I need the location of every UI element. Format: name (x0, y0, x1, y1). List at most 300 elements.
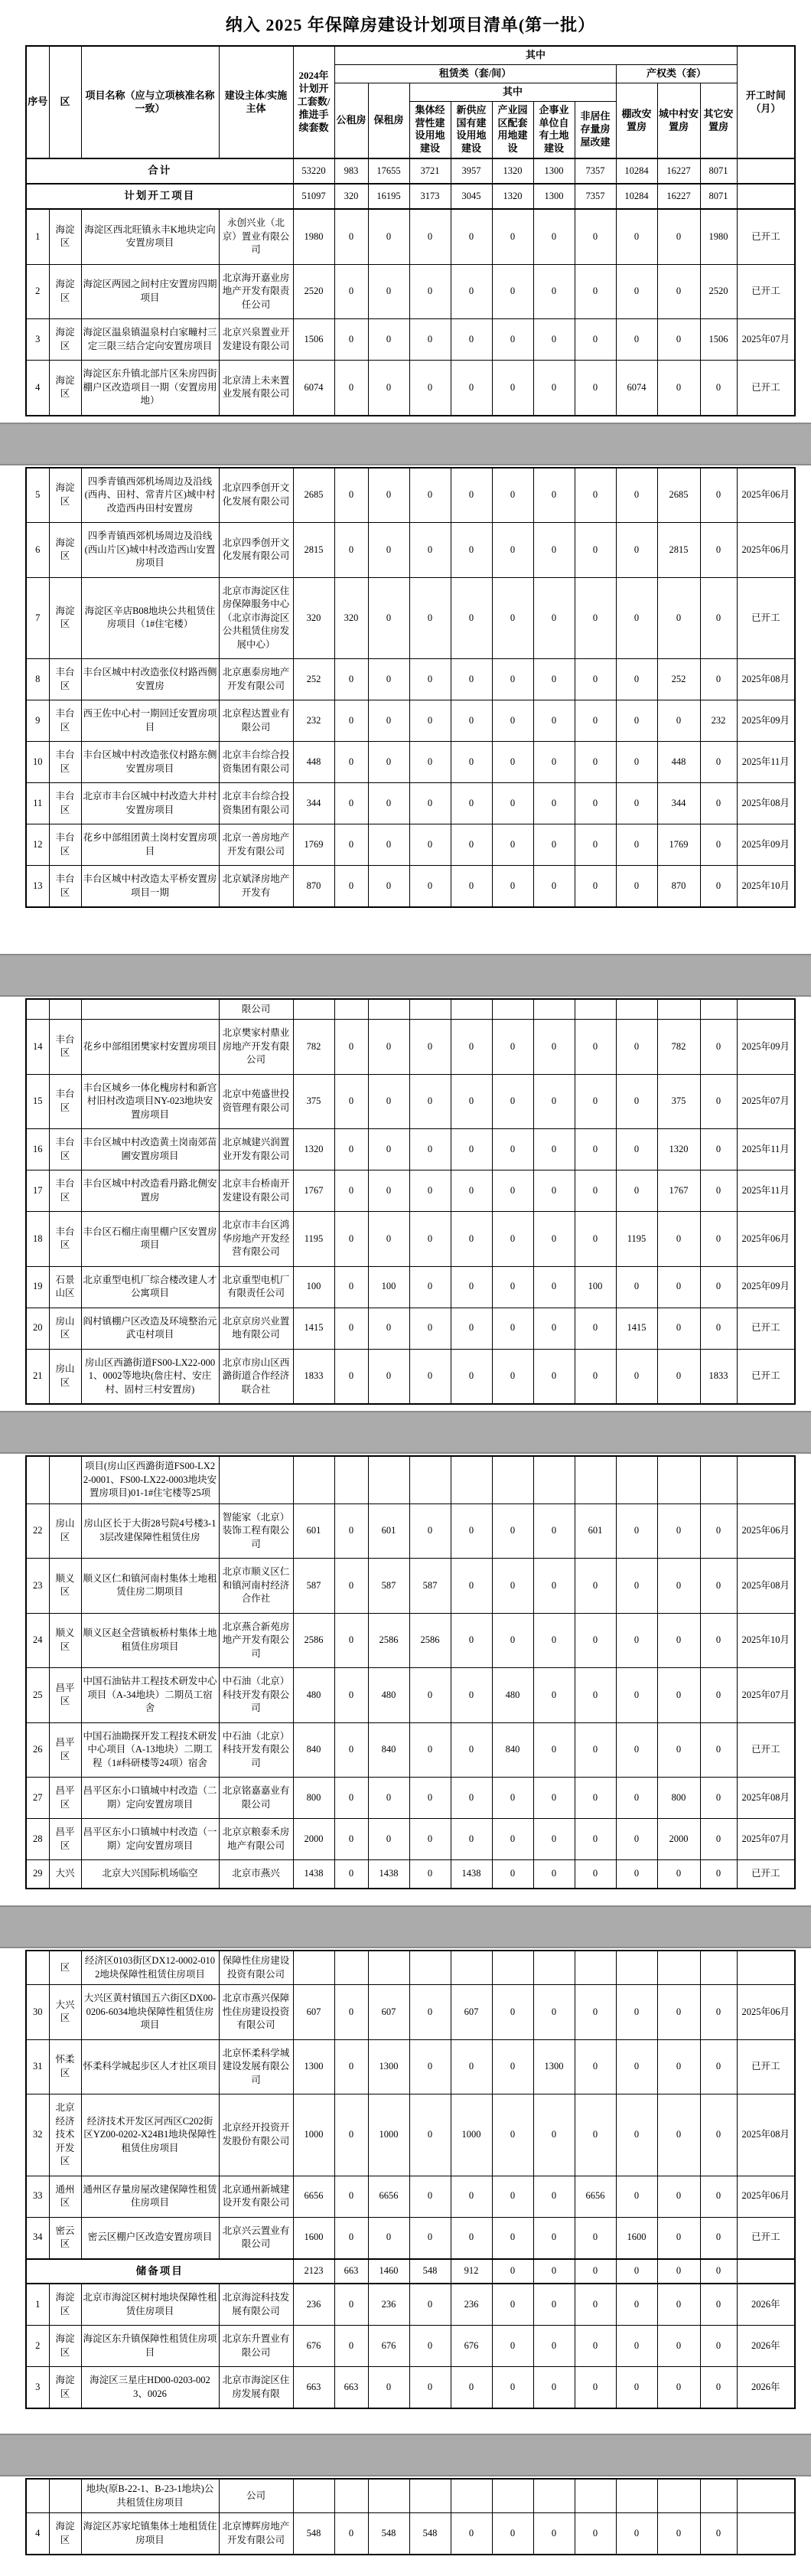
project-name-cell: 中国石油勘探开发工程技术研发中心项目（A-13地块）二期工程（1#科研楼等24项）宿舍 (81, 1722, 219, 1778)
val-nonresidential: 0 (575, 361, 616, 416)
val-nonresidential: 0 (575, 742, 616, 783)
val-village: 0 (657, 209, 700, 264)
builder-cell: 北京兴云置业有限公司 (219, 2217, 293, 2259)
val-enterprise-land: 0 (533, 700, 575, 742)
val-industrial-park: 0 (492, 783, 533, 824)
val-public-rental: 0 (334, 361, 368, 416)
project-name-cell: 顺义区赵全营镇板桥村集体土地租赁住房项目 (81, 1613, 219, 1668)
val-enterprise-land: 1300 (533, 184, 575, 209)
val-shanty: 1195 (616, 1212, 657, 1267)
val-collective-land: 0 (409, 1722, 451, 1778)
page-gap (0, 2434, 811, 2476)
val-village: 1767 (657, 1170, 700, 1212)
row-no: 3 (26, 2367, 49, 2409)
row-no: 6 (26, 523, 49, 578)
district-cell: 石景山区 (49, 1266, 81, 1308)
builder-cell: 北京博辉房地产开发有限公司 (219, 2513, 293, 2555)
val-industrial-park: 0 (492, 1860, 533, 1889)
val-collective-land: 0 (409, 577, 451, 659)
table-row (26, 264, 795, 319)
start-time-cell: 2026年 (737, 2284, 795, 2326)
val-affordable-rental (368, 999, 409, 1020)
val-other (700, 1456, 737, 1503)
val-shanty: 0 (616, 1503, 657, 1559)
table-body-page-4 (26, 1456, 795, 1889)
builder-cell: 北京海开嘉业房地产开发有限责任公司 (219, 264, 293, 319)
val-shanty: 0 (616, 2259, 657, 2284)
val-village: 0 (657, 1613, 700, 1668)
val-other: 0 (700, 1722, 737, 1778)
project-name-cell: 丰台区城乡一体化槐房村和新宫村旧村改造项目NY-023地块安置房项目 (81, 1074, 219, 1129)
val-public-rental: 0 (334, 1819, 368, 1860)
val-nonresidential: 0 (575, 1613, 616, 1668)
val-public-rental: 0 (334, 523, 368, 578)
start-time-cell: 2025年06月 (737, 1212, 795, 1267)
val-nonresidential: 601 (575, 1503, 616, 1559)
val-affordable-rental: 840 (368, 1722, 409, 1778)
project-name-cell: 四季青镇西郊机场周边及沿线(西山片区)城中村改造西山安置房项目 (81, 523, 219, 578)
val-shanty: 0 (616, 1349, 657, 1404)
val-village: 0 (657, 1308, 700, 1349)
summary-label: 合计 (26, 158, 293, 184)
project-name-cell: 海淀区温泉镇温泉村白家疃村三定三限三结合定向安置房项目 (81, 319, 219, 361)
start-time-cell: 2025年06月 (737, 1985, 795, 2040)
val-nonresidential: 0 (575, 1778, 616, 1819)
val-new-state-land: 0 (451, 659, 492, 700)
val-shanty: 0 (616, 2094, 657, 2176)
row-no: 9 (26, 700, 49, 742)
page-5 (0, 1948, 811, 2434)
val-shanty: 0 (616, 209, 657, 264)
val-new-state-land: 1438 (451, 1860, 492, 1889)
val-public-rental: 0 (334, 1308, 368, 1349)
val-other: 0 (700, 1020, 737, 1075)
col-header-district: 区 (49, 46, 81, 158)
val-village: 1320 (657, 1129, 700, 1170)
val-collective-land: 0 (409, 209, 451, 264)
val-collective-land (409, 999, 451, 1020)
val-other: 0 (700, 1503, 737, 1559)
val-other: 0 (700, 2094, 737, 2176)
val-total: 1506 (293, 319, 334, 361)
val-affordable-rental: 0 (368, 1778, 409, 1819)
val-shanty (616, 1951, 657, 1985)
val-shanty: 0 (616, 700, 657, 742)
val-total (293, 999, 334, 1020)
val-shanty: 6074 (616, 361, 657, 416)
val-public-rental: 0 (334, 209, 368, 264)
start-time-cell (737, 2513, 795, 2555)
val-enterprise-land: 0 (533, 577, 575, 659)
builder-cell: 北京燕合新苑房地产开发有限公司 (219, 1613, 293, 1668)
val-total: 375 (293, 1074, 334, 1129)
table-row (26, 2094, 795, 2176)
val-shanty: 0 (616, 2039, 657, 2094)
val-affordable-rental: 0 (368, 866, 409, 908)
val-shanty: 0 (616, 824, 657, 866)
val-industrial-park: 0 (492, 1349, 533, 1404)
table-row (26, 1349, 795, 1404)
table-row (26, 1613, 795, 1668)
val-industrial-park: 0 (492, 1819, 533, 1860)
val-industrial-park: 0 (492, 2217, 533, 2259)
val-nonresidential (575, 999, 616, 1020)
val-new-state-land: 0 (451, 2217, 492, 2259)
col-header-enterprise-land: 企事业单位自有土地建设 (533, 101, 575, 158)
val-new-state-land: 0 (451, 700, 492, 742)
val-public-rental: 0 (334, 1266, 368, 1308)
page-gap (0, 423, 811, 465)
val-public-rental: 0 (334, 1559, 368, 1614)
val-affordable-rental: 0 (368, 523, 409, 578)
val-public-rental: 0 (334, 742, 368, 783)
val-industrial-park: 0 (492, 264, 533, 319)
val-total: 607 (293, 1985, 334, 2040)
val-shanty: 0 (616, 523, 657, 578)
val-affordable-rental: 587 (368, 1559, 409, 1614)
builder-cell: 北京一善房地产开发有限公司 (219, 824, 293, 866)
val-shanty: 10284 (616, 158, 657, 184)
val-affordable-rental: 0 (368, 2217, 409, 2259)
start-time-cell: 2025年07月 (737, 1668, 795, 1723)
start-time-cell: 2025年11月 (737, 1170, 795, 1212)
val-total: 1767 (293, 1170, 334, 1212)
builder-cell: 北京丰台综合投资集团有限公司 (219, 783, 293, 824)
val-village: 0 (657, 1722, 700, 1778)
val-new-state-land: 1000 (451, 2094, 492, 2176)
val-public-rental (334, 1951, 368, 1985)
row-no: 30 (26, 1985, 49, 2040)
val-enterprise-land: 0 (533, 264, 575, 319)
district-cell: 海淀区 (49, 2284, 81, 2326)
val-other: 0 (700, 866, 737, 908)
table-row (26, 2176, 795, 2217)
project-name-cell: 经济区0103街区DX12-0002-0102地块保障性租赁住房项目 (81, 1951, 219, 1985)
val-nonresidential: 0 (575, 1559, 616, 1614)
val-other: 232 (700, 700, 737, 742)
val-total (293, 2479, 334, 2513)
summary-row (26, 2259, 795, 2284)
val-total: 676 (293, 2326, 334, 2367)
val-affordable-rental: 236 (368, 2284, 409, 2326)
val-shanty: 0 (616, 2326, 657, 2367)
val-affordable-rental: 0 (368, 468, 409, 523)
row-no: 28 (26, 1819, 49, 1860)
val-public-rental: 0 (334, 1668, 368, 1723)
val-shanty (616, 999, 657, 1020)
project-name-cell (81, 999, 219, 1020)
district-cell: 房山区 (49, 1308, 81, 1349)
val-enterprise-land: 0 (533, 1559, 575, 1614)
val-industrial-park: 1320 (492, 184, 533, 209)
val-shanty: 0 (616, 1266, 657, 1308)
project-name-cell: 项目(房山区西潞街道FS00-LX22-0001、FS00-LX22-0003地块安置房项目)01-1#住宅楼等25项 (81, 1456, 219, 1503)
val-collective-land: 0 (409, 468, 451, 523)
val-affordable-rental: 0 (368, 659, 409, 700)
val-industrial-park: 0 (492, 1074, 533, 1129)
col-header-public-rental: 公租房 (334, 83, 368, 158)
col-header-affordable-rental: 保租房 (368, 83, 409, 158)
val-other: 0 (700, 577, 737, 659)
row-no: 4 (26, 2513, 49, 2555)
val-enterprise-land: 0 (533, 1074, 575, 1129)
document-title: 纳入 2025 年保障房建设计划项目清单(第一批） (225, 15, 596, 34)
val-enterprise-land: 0 (533, 783, 575, 824)
val-collective-land: 0 (409, 523, 451, 578)
val-affordable-rental: 100 (368, 1266, 409, 1308)
table-row (26, 1308, 795, 1349)
val-total: 870 (293, 866, 334, 908)
district-cell: 海淀区 (49, 2326, 81, 2367)
val-collective-land: 0 (409, 866, 451, 908)
district-cell: 丰台区 (49, 1170, 81, 1212)
col-header-new-state-land: 新供应国有建设用地建设 (451, 101, 492, 158)
val-other: 0 (700, 1985, 737, 2040)
val-collective-land: 0 (409, 1020, 451, 1075)
val-nonresidential: 0 (575, 1129, 616, 1170)
val-village: 0 (657, 1668, 700, 1723)
start-time-cell: 2025年09月 (737, 1266, 795, 1308)
table-row (26, 1020, 795, 1075)
val-industrial-park: 0 (492, 2039, 533, 2094)
val-industrial-park: 840 (492, 1722, 533, 1778)
val-other: 0 (700, 468, 737, 523)
start-time-cell: 已开工 (737, 209, 795, 264)
val-collective-land: 0 (409, 1985, 451, 2040)
builder-cell: 北京丰台综合投资集团有限公司 (219, 742, 293, 783)
page-4 (0, 1454, 811, 1905)
val-other: 0 (700, 1074, 737, 1129)
val-other (700, 1951, 737, 1985)
val-affordable-rental: 0 (368, 824, 409, 866)
row-no (26, 999, 49, 1020)
val-enterprise-land: 0 (533, 2259, 575, 2284)
table-body-page-2 (26, 468, 795, 908)
val-public-rental: 0 (334, 1613, 368, 1668)
table-row (26, 1860, 795, 1889)
start-time-cell (737, 999, 795, 1020)
val-enterprise-land: 0 (533, 523, 575, 578)
val-nonresidential: 0 (575, 264, 616, 319)
val-new-state-land (451, 1951, 492, 1985)
val-shanty (616, 2479, 657, 2513)
val-collective-land: 0 (409, 824, 451, 866)
builder-cell (219, 1456, 293, 1503)
val-enterprise-land (533, 999, 575, 1020)
builder-cell: 北京市海淀区住房保障服务中心（北京市海淀区公共租赁住房发展中心） (219, 577, 293, 659)
district-cell: 海淀区 (49, 209, 81, 264)
val-industrial-park: 0 (492, 1985, 533, 2040)
val-nonresidential: 0 (575, 700, 616, 742)
project-name-cell: 北京大兴国际机场临空 (81, 1860, 219, 1889)
project-name-cell: 通州区存量房屋改建保障性租赁住房项目 (81, 2176, 219, 2217)
val-shanty: 0 (616, 264, 657, 319)
val-other: 0 (700, 1668, 737, 1723)
val-total: 6074 (293, 361, 334, 416)
val-affordable-rental: 0 (368, 783, 409, 824)
project-name-cell: 西王佐中心村一期回迁安置房项目 (81, 700, 219, 742)
start-time-cell (737, 184, 795, 209)
val-shanty: 0 (616, 1668, 657, 1723)
val-industrial-park: 0 (492, 1266, 533, 1308)
val-industrial-park: 0 (492, 2094, 533, 2176)
district-cell: 海淀区 (49, 2367, 81, 2409)
val-other: 0 (700, 1308, 737, 1349)
val-enterprise-land: 0 (533, 1985, 575, 2040)
val-total (293, 1456, 334, 1503)
val-collective-land: 0 (409, 1860, 451, 1889)
val-nonresidential: 0 (575, 2259, 616, 2284)
val-other: 8071 (700, 184, 737, 209)
page-6 (0, 2476, 811, 2576)
val-affordable-rental: 17655 (368, 158, 409, 184)
val-total: 53220 (293, 158, 334, 184)
val-village: 0 (657, 2284, 700, 2326)
col-header-plan-units: 2024年计划开工套数/推进手续套数 (293, 46, 334, 158)
val-industrial-park: 0 (492, 1613, 533, 1668)
val-new-state-land: 0 (451, 1020, 492, 1075)
builder-cell: 北京海淀科技发展有限公司 (219, 2284, 293, 2326)
val-enterprise-land: 0 (533, 2326, 575, 2367)
val-nonresidential: 0 (575, 1349, 616, 1404)
row-no: 12 (26, 824, 49, 866)
row-no: 11 (26, 783, 49, 824)
start-time-cell: 2026年 (737, 2367, 795, 2409)
val-village: 0 (657, 1349, 700, 1404)
builder-cell: 北京樊家村鼎业房地产开发有限公司 (219, 1020, 293, 1075)
row-no: 2 (26, 2326, 49, 2367)
project-name-cell: 房山区长于大街28号院4号楼3-13层改建保障性租赁住房 (81, 1503, 219, 1559)
builder-cell: 北京市顺义区仁和镇河南村经济合作社 (219, 1559, 293, 1614)
district-cell (49, 999, 81, 1020)
builder-cell: 北京四季创开文化发展有限公司 (219, 468, 293, 523)
val-total: 1415 (293, 1308, 334, 1349)
val-new-state-land: 0 (451, 361, 492, 416)
val-public-rental: 0 (334, 1129, 368, 1170)
val-nonresidential: 0 (575, 2284, 616, 2326)
val-other: 0 (700, 2176, 737, 2217)
project-name-cell: 北京市丰台区城中村改造大井村安置房项目 (81, 783, 219, 824)
val-new-state-land: 0 (451, 209, 492, 264)
district-cell: 房山区 (49, 1503, 81, 1559)
val-village: 0 (657, 2094, 700, 2176)
page-gap (0, 1411, 811, 1454)
row-no: 10 (26, 742, 49, 783)
project-name-cell: 中国石油钻井工程技术研发中心项目（A-34地块）二期员工宿舍 (81, 1668, 219, 1723)
page-gap (0, 954, 811, 997)
val-public-rental: 0 (334, 2284, 368, 2326)
val-nonresidential: 0 (575, 2367, 616, 2409)
val-collective-land (409, 2479, 451, 2513)
val-collective-land: 0 (409, 700, 451, 742)
val-affordable-rental: 0 (368, 361, 409, 416)
val-enterprise-land: 0 (533, 468, 575, 523)
row-no: 27 (26, 1778, 49, 1819)
district-cell: 海淀区 (49, 361, 81, 416)
val-collective-land: 0 (409, 319, 451, 361)
row-no: 16 (26, 1129, 49, 1170)
val-affordable-rental: 548 (368, 2513, 409, 2555)
val-collective-land (409, 1951, 451, 1985)
builder-cell: 北京怀柔科学城建设发展有限公司 (219, 2039, 293, 2094)
table-body-page-3 (26, 999, 795, 1405)
val-collective-land: 0 (409, 1349, 451, 1404)
val-other: 0 (700, 1778, 737, 1819)
val-industrial-park: 0 (492, 2367, 533, 2409)
row-no: 17 (26, 1170, 49, 1212)
table-row (26, 1074, 795, 1129)
project-name-cell: 北京重型电机厂综合楼改建人才公寓项目 (81, 1266, 219, 1308)
summary-row (26, 184, 795, 209)
val-nonresidential: 0 (575, 1170, 616, 1212)
project-name-cell: 地块(原B-22-1、B-23-1地块)公共租赁住房项目 (81, 2479, 219, 2513)
val-public-rental (334, 1456, 368, 1503)
val-public-rental: 0 (334, 2039, 368, 2094)
val-village: 2000 (657, 1819, 700, 1860)
district-cell: 丰台区 (49, 659, 81, 700)
district-cell (49, 2479, 81, 2513)
builder-cell: 北京惠泰房地产开发有限公司 (219, 659, 293, 700)
val-nonresidential: 0 (575, 2217, 616, 2259)
project-name-cell: 丰台区石榴庄南里棚户区安置房项目 (81, 1212, 219, 1267)
val-nonresidential: 0 (575, 209, 616, 264)
val-affordable-rental: 1438 (368, 1860, 409, 1889)
val-collective-land: 0 (409, 264, 451, 319)
val-nonresidential: 0 (575, 1668, 616, 1723)
val-industrial-park (492, 1456, 533, 1503)
district-cell: 区 (49, 1951, 81, 1985)
builder-cell: 北京城建兴润置业开发有限公司 (219, 1129, 293, 1170)
val-new-state-land: 0 (451, 1613, 492, 1668)
table-row (26, 824, 795, 866)
project-name-cell: 海淀区三星庄HD00-0203-0023、0026 (81, 2367, 219, 2409)
table-header (26, 46, 795, 158)
val-new-state-land (451, 1456, 492, 1503)
group-header-property: 产权类（套） (616, 64, 737, 83)
start-time-cell: 2025年07月 (737, 1819, 795, 1860)
builder-cell: 中石油（北京）科技开发有限公司 (219, 1722, 293, 1778)
val-shanty: 0 (616, 319, 657, 361)
project-name-cell: 花乡中部组团樊家村安置房项目 (81, 1020, 219, 1075)
table-row (26, 2513, 795, 2555)
val-enterprise-land: 0 (533, 1212, 575, 1267)
val-enterprise-land: 0 (533, 824, 575, 866)
builder-cell: 北京清上未来置业发展有限公司 (219, 361, 293, 416)
table-row (26, 1819, 795, 1860)
val-village: 344 (657, 783, 700, 824)
val-collective-land: 3173 (409, 184, 451, 209)
val-nonresidential: 0 (575, 1020, 616, 1075)
val-other (700, 2479, 737, 2513)
val-total: 1300 (293, 2039, 334, 2094)
val-collective-land: 0 (409, 1266, 451, 1308)
start-time-cell (737, 2259, 795, 2284)
val-enterprise-land: 0 (533, 1129, 575, 1170)
start-time-cell: 2025年06月 (737, 2176, 795, 2217)
val-affordable-rental: 0 (368, 1170, 409, 1212)
val-industrial-park: 0 (492, 742, 533, 783)
val-public-rental: 0 (334, 824, 368, 866)
district-cell: 海淀区 (49, 264, 81, 319)
val-affordable-rental: 0 (368, 209, 409, 264)
page-3 (0, 997, 811, 1412)
val-new-state-land: 0 (451, 1722, 492, 1778)
page-gap (0, 1905, 811, 1948)
district-cell: 海淀区 (49, 468, 81, 523)
district-cell: 房山区 (49, 1349, 81, 1404)
val-industrial-park: 0 (492, 2176, 533, 2217)
val-enterprise-land: 1300 (533, 2039, 575, 2094)
